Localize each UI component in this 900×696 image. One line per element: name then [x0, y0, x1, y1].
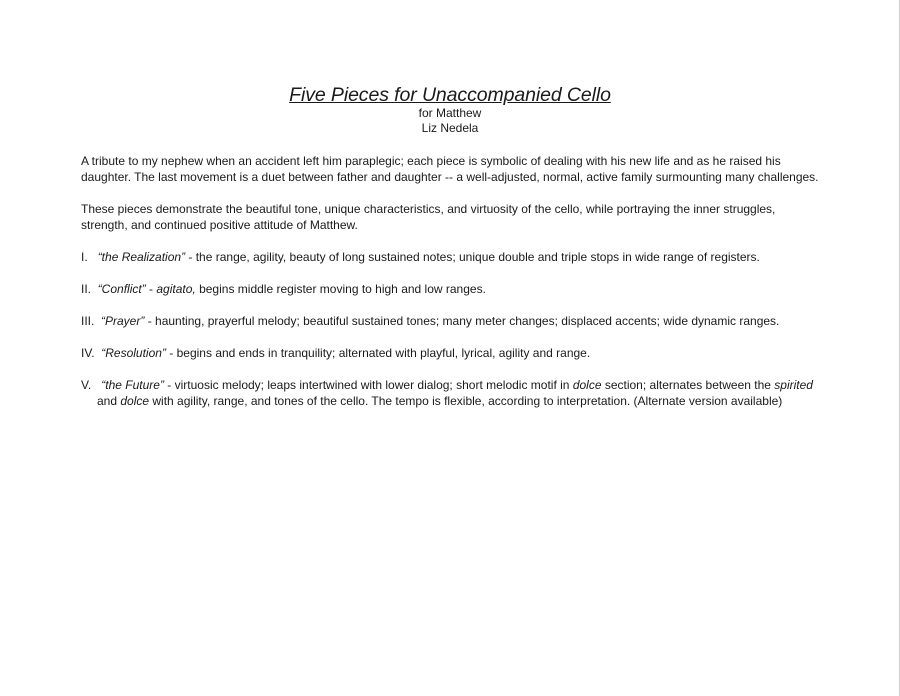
- movement-description: -: [145, 282, 157, 296]
- movement-description: section; alternates between the: [601, 378, 775, 392]
- movement-item-1: [81, 249, 821, 265]
- movement-name: “Prayer”: [101, 314, 145, 328]
- header-block: [0, 84, 900, 136]
- movement-numeral: V.: [81, 378, 92, 392]
- movement-item-2: [81, 281, 821, 297]
- movement-item-4: [81, 345, 821, 361]
- movement-item-5: [81, 377, 821, 409]
- movement-description: - the range, agility, beauty of long sustained notes; unique double and triple stops in wide range of registers.: [185, 250, 760, 264]
- page-title: Five Pieces for Unaccompanied Cello: [289, 84, 611, 106]
- movement-name: “Resolution”: [101, 346, 166, 360]
- movement-numeral: III.: [81, 314, 95, 328]
- intro-paragraph: A tribute to my nephew when an accident left him paraplegic; each piece is symbolic of dealing with his new life and as he raised his daughter. The last movement is a duet between father and daughter -- a well-adjusted, normal, active family surmounting many challenges.: [81, 154, 819, 184]
- tempo-term: agitato,: [156, 282, 196, 296]
- composer-name: Liz Nedela: [421, 121, 479, 135]
- movement-name: “Conflict”: [97, 282, 146, 296]
- movement-description: with agility, range, and tones of the cello. The tempo is flexible, according to interpretation. (Alternate version available): [149, 394, 783, 408]
- movement-description: - virtuosic melody; leaps intertwined with lower dialog; short melodic motif in: [163, 378, 573, 392]
- movement-numeral: IV.: [81, 346, 95, 360]
- movement-description: begins middle register moving to high and low ranges.: [195, 282, 486, 296]
- movement-description: - haunting, prayerful melody; beautiful sustained tones; many meter changes; displaced accents; wide dynamic ranges.: [144, 314, 780, 328]
- movement-name: “the Future”: [101, 378, 164, 392]
- intro-paragraph: These pieces demonstrate the beautiful tone, unique characteristics, and virtuosity of the cello, while portraying the inner struggles, strength, and continued positive attitude of Matthew.: [81, 202, 776, 232]
- dedication: for Matthew: [418, 106, 482, 120]
- tempo-term: dolce: [120, 394, 150, 408]
- movement-description: - begins and ends in tranquility; alternated with playful, lyrical, agility and range.: [165, 346, 591, 360]
- movement-numeral: II.: [81, 282, 92, 296]
- movement-description: and: [97, 394, 121, 408]
- movement-item-3: [81, 313, 821, 329]
- movement-name: “the Realization”: [97, 250, 186, 264]
- tempo-term: dolce: [572, 378, 602, 392]
- tempo-term: spirited: [774, 378, 813, 392]
- program-notes: [81, 153, 821, 425]
- movement-numeral: I.: [81, 250, 88, 264]
